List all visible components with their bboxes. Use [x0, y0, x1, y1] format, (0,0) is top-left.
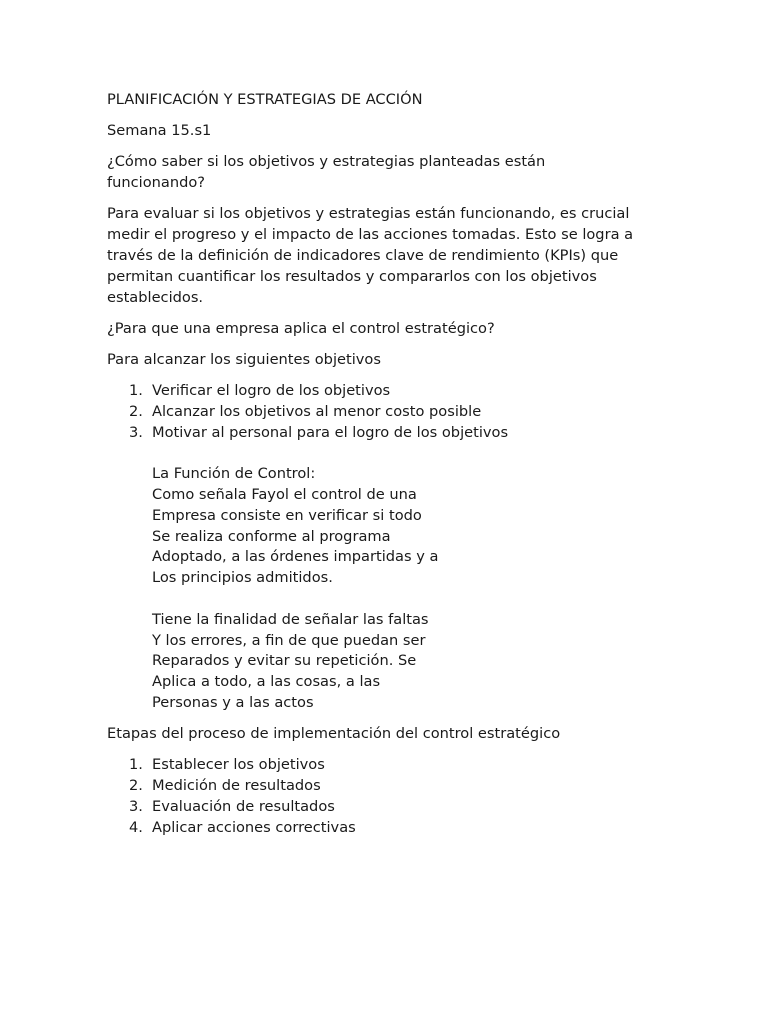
- week-label: Semana 15.s1: [107, 122, 212, 140]
- question-strategic-control: ¿Para que una empresa aplica el control estratégico?: [107, 319, 495, 337]
- list-item: [107, 381, 667, 402]
- text-line: ¿Cómo saber si los objetivos y estrategias planteadas están: [107, 153, 546, 171]
- text-line: medir el progreso y el impacto de las acciones tomadas. Esto se logra a: [107, 226, 634, 244]
- list-item-text: Evaluación de resultados: [152, 798, 335, 816]
- text-line: establecidos.: [107, 288, 204, 306]
- question-how-to-know: [107, 152, 667, 194]
- list-item: [107, 797, 667, 818]
- objectives-list: [107, 381, 667, 443]
- list-number: 4.: [129, 818, 143, 836]
- list-item: [107, 755, 667, 776]
- text-line: Los principios admitidos.: [152, 569, 333, 587]
- list-number: 3.: [129, 423, 143, 441]
- text-line: Adoptado, a las órdenes impartidas y a: [152, 548, 439, 566]
- list-item: [107, 818, 667, 839]
- text-line: Para evaluar si los objetivos y estrategias están funcionando, es crucial: [107, 205, 630, 223]
- list-item: [107, 776, 667, 797]
- control-function-block: [107, 444, 667, 714]
- text-line: funcionando?: [107, 174, 206, 192]
- text-line: través de la definición de indicadores clave de rendimiento (KPIs) que: [107, 246, 619, 264]
- document-title: PLANIFICACIÓN Y ESTRATEGIAS DE ACCIÓN: [107, 91, 423, 108]
- list-item-text: Motivar al personal para el logro de los objetivos: [152, 423, 509, 441]
- list-item-text: Medición de resultados: [152, 777, 321, 795]
- list-item-text: Aplicar acciones correctivas: [152, 818, 356, 836]
- text-line: Tiene la finalidad de señalar las faltas: [152, 610, 429, 628]
- text-line: Empresa consiste en verificar si todo: [152, 506, 422, 524]
- text-line: La Función de Control:: [152, 465, 316, 483]
- list-item: [107, 402, 667, 423]
- list-number: 1.: [129, 382, 143, 400]
- text-line: Reparados y evitar su repetición. Se: [152, 652, 417, 670]
- paragraph-evaluate: [107, 204, 667, 308]
- list-number: 3.: [129, 798, 143, 816]
- list-number: 2.: [129, 777, 143, 795]
- text-line: Personas y a las actos: [152, 694, 314, 712]
- list-number: 2.: [129, 402, 143, 420]
- list-number: 1.: [129, 756, 143, 774]
- text-line: permitan cuantificar los resultados y compararlos con los objetivos: [107, 267, 597, 285]
- list-item-text: Alcanzar los objetivos al menor costo posible: [152, 402, 482, 420]
- text-line: Como señala Fayol el control de una: [152, 486, 417, 504]
- text-line: Y los errores, a fin de que puedan ser: [152, 631, 426, 649]
- document-page: [107, 90, 667, 839]
- list-item: [107, 423, 667, 444]
- text-line: Aplica a todo, a las cosas, a las: [152, 673, 381, 691]
- text-line: Se realiza conforme al programa: [152, 527, 391, 545]
- stages-list: [107, 755, 667, 838]
- paragraph-stages-intro: Etapas del proceso de implementación del control estratégico: [107, 725, 561, 743]
- list-item-text: Verificar el logro de los objetivos: [152, 382, 391, 400]
- list-item-text: Establecer los objetivos: [152, 756, 325, 774]
- paragraph-objectives-intro: Para alcanzar los siguientes objetivos: [107, 350, 381, 368]
